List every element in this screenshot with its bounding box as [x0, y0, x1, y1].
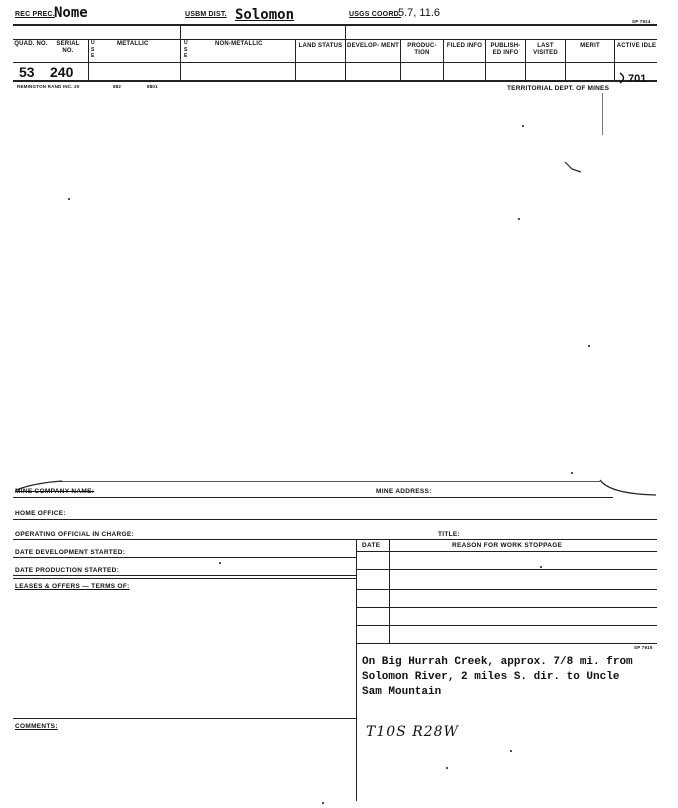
quad-value: 53 [19, 64, 35, 80]
usbm-dist-value: Solomon [235, 7, 295, 23]
stray-mark [518, 218, 520, 220]
col-header-production: PRODUC- TION [407, 43, 437, 56]
usgs-coord-label: USGS COORD. [349, 11, 401, 18]
top-card-divider [565, 39, 566, 80]
top-card-bottom-rule [13, 80, 657, 82]
col-header-use-metallic: U S E [91, 40, 95, 59]
grid-row-rule [356, 569, 657, 570]
rule-home-office [13, 519, 657, 520]
col-header-active-idle: ACTIVE IDLE [616, 43, 657, 49]
rec-prec-label: REC PREC. [15, 11, 55, 18]
col-header-quad: QUAD. NO. [14, 41, 48, 47]
rule-mine-company [13, 497, 613, 498]
col-header-nonmetallic: NON-METALLIC [215, 41, 263, 47]
grid-row-rule [356, 589, 657, 590]
col-header-use-nonmetallic: U S E [184, 40, 188, 59]
top-card-divider [485, 39, 486, 80]
grid-vertical-date [389, 539, 390, 643]
operating-official-label: OPERATING OFFICIAL IN CHARGE: [15, 531, 134, 538]
home-office-label: HOME OFFICE: [15, 510, 66, 517]
bracket-mark-icon [618, 71, 628, 85]
bottom-card-top-edge [60, 481, 600, 482]
top-card-values-top-rule [13, 62, 657, 63]
stray-mark [68, 198, 70, 200]
col-header-metallic: METALLIC [117, 41, 149, 47]
top-card-divider [180, 24, 181, 80]
stray-mark [563, 160, 583, 174]
col-header-land-status: LAND STATUS [298, 43, 343, 49]
top-card-divider [400, 39, 401, 80]
active-idle-number: 701 [628, 73, 647, 85]
top-card-columns-top-rule [13, 39, 657, 40]
rule-operating-official [13, 539, 657, 540]
col-header-serial: SERIAL NO. [56, 41, 80, 54]
top-card-divider [345, 24, 346, 80]
rule-date-production [13, 575, 356, 576]
col-header-filed-info: FILED INFO [446, 43, 483, 49]
col-header-last-visited: LAST VISITED [533, 43, 558, 56]
grid-row-rule [356, 643, 657, 644]
grid-row-rule [356, 607, 657, 608]
stray-mark [540, 566, 542, 568]
form-number-bottom: SP 7915 [634, 645, 653, 650]
rule-leases-bottom [13, 718, 356, 719]
reason-for-work-stoppage-label: REASON FOR WORK STOPPAGE [452, 542, 563, 549]
stray-mark [588, 345, 590, 347]
stray-mark [219, 562, 221, 564]
top-card-divider [295, 39, 296, 80]
stray-mark [510, 750, 512, 752]
col-header-merit: MERIT [580, 43, 600, 49]
serial-value: 240 [50, 64, 74, 80]
top-card-divider [88, 39, 89, 80]
mine-address-label: MINE ADDRESS: [376, 488, 432, 495]
printer-line: REMINGTON RAND INC. 20 [17, 84, 80, 89]
stray-mark [446, 767, 448, 769]
grid-row-rule [356, 625, 657, 626]
col-header-published-info: PUBLISH- ED INFO [490, 43, 521, 56]
active-idle-value [618, 71, 646, 85]
township-range-note: T10S R28W [366, 724, 459, 740]
stray-mark [522, 125, 524, 127]
card-corner-curve [598, 478, 658, 498]
location-description: On Big Hurrah Creek, approx. 7/8 mi. from Solomon River, 2 miles S. dir. to Uncle Sam Mountain [362, 656, 633, 698]
rule-date-production-double [13, 578, 356, 579]
form-number-top: SP 7914 [632, 19, 651, 24]
usbm-dist-label: USBM DIST. [185, 11, 227, 18]
grid-vertical-main [356, 539, 357, 801]
grid-header-rule [356, 551, 657, 552]
title-label: TITLE: [438, 531, 461, 538]
stray-mark [322, 802, 324, 804]
stray-mark [602, 93, 603, 135]
usgs-coord-value: 5.7, 11.6 [398, 7, 440, 19]
top-card-divider [614, 39, 615, 80]
comments-label: COMMENTS: [15, 723, 58, 730]
top-card-header-underline [13, 24, 657, 26]
leases-offers-label: LEASES & OFFERS — TERMS OF: [15, 583, 130, 590]
printer-code: 882 [113, 84, 122, 89]
territorial-dept-stamp: TERRITORIAL DEPT. OF MINES [507, 85, 610, 92]
printer-code: 8801 [147, 84, 158, 89]
rec-prec-value: Nome [54, 5, 88, 21]
col-header-development: DEVELOP- MENT [347, 43, 399, 49]
top-card-divider [443, 39, 444, 80]
date-production-started-label: DATE PRODUCTION STARTED: [15, 567, 120, 574]
stray-mark [571, 472, 573, 474]
date-column-label: DATE [362, 542, 381, 549]
top-card-divider [525, 39, 526, 80]
rule-date-development [13, 557, 356, 558]
date-development-started-label: DATE DEVELOPMENT STARTED: [15, 549, 126, 556]
mine-company-name-label: MINE COMPANY NAME: [15, 488, 95, 495]
